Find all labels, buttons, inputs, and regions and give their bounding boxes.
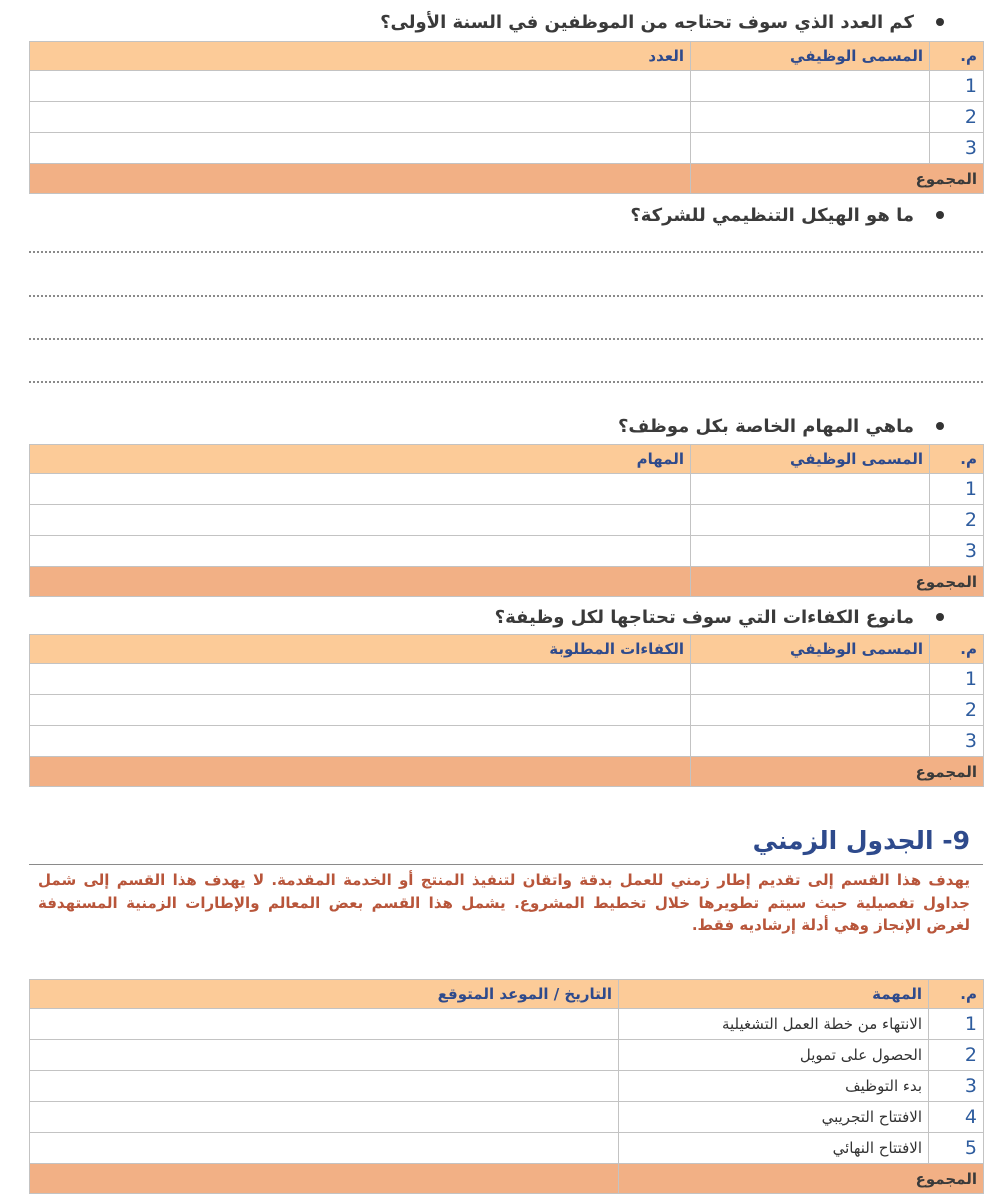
- job-title-cell[interactable]: [691, 474, 930, 505]
- row-number: 1: [930, 71, 984, 102]
- table-header-row: [30, 42, 984, 71]
- tasks-cell[interactable]: [30, 505, 691, 536]
- question-text: ماهي المهام الخاصة بكل موظف؟: [617, 415, 914, 437]
- question-text: ما هو الهيكل التنظيمي للشركة؟: [630, 204, 914, 226]
- total-value-cell[interactable]: [30, 1164, 619, 1194]
- job-title-cell[interactable]: [691, 102, 930, 133]
- table-row: [30, 505, 984, 536]
- date-cell[interactable]: [30, 1133, 619, 1164]
- question-staff-count: [380, 8, 968, 36]
- table-row: [30, 1071, 984, 1102]
- date-cell[interactable]: [30, 1040, 619, 1071]
- row-number: 3: [930, 726, 984, 757]
- table-row: [30, 1009, 984, 1040]
- row-number: 3: [929, 1071, 984, 1102]
- count-cell[interactable]: [30, 133, 691, 164]
- tasks-table: [29, 444, 984, 597]
- header-number: م.: [929, 980, 984, 1009]
- section-divider: [29, 864, 983, 865]
- row-number: 1: [930, 474, 984, 505]
- header-job-title: المسمى الوظيفي: [691, 635, 930, 664]
- staff-count-table: [29, 41, 984, 194]
- header-count: العدد: [30, 42, 691, 71]
- total-value-cell[interactable]: [30, 567, 691, 597]
- tasks-cell[interactable]: [30, 474, 691, 505]
- count-cell[interactable]: [30, 71, 691, 102]
- bullet-icon: [936, 613, 944, 621]
- row-number: 4: [929, 1102, 984, 1133]
- table-header-row: [30, 635, 984, 664]
- table-total-row: [30, 757, 984, 787]
- table-total-row: [30, 1164, 984, 1194]
- date-cell[interactable]: [30, 1009, 619, 1040]
- header-job-title: المسمى الوظيفي: [691, 445, 930, 474]
- header-tasks: المهام: [30, 445, 691, 474]
- table-row: [30, 133, 984, 164]
- row-number: 2: [929, 1040, 984, 1071]
- question-employee-tasks: [618, 412, 968, 440]
- task-cell: الافتتاح النهائي: [619, 1133, 929, 1164]
- table-row: [30, 474, 984, 505]
- header-number: م.: [930, 42, 984, 71]
- row-number: 2: [930, 695, 984, 726]
- table-row: [30, 664, 984, 695]
- table-total-row: [30, 164, 984, 194]
- row-number: 5: [929, 1133, 984, 1164]
- competencies-table: [29, 634, 984, 787]
- row-number: 2: [930, 102, 984, 133]
- total-value-cell[interactable]: [30, 757, 691, 787]
- job-title-cell[interactable]: [691, 695, 930, 726]
- competencies-cell[interactable]: [30, 695, 691, 726]
- timeline-table: [29, 979, 984, 1194]
- total-label: المجموع: [691, 164, 984, 194]
- row-number: 1: [929, 1009, 984, 1040]
- question-org-structure: [630, 201, 968, 229]
- row-number: 2: [930, 505, 984, 536]
- table-row: [30, 1040, 984, 1071]
- answer-dotted-line[interactable]: [29, 338, 983, 340]
- row-number: 3: [930, 536, 984, 567]
- job-title-cell[interactable]: [691, 133, 930, 164]
- total-label: المجموع: [619, 1164, 984, 1194]
- task-cell: بدء التوظيف: [619, 1071, 929, 1102]
- table-header-row: [30, 980, 984, 1009]
- job-title-cell[interactable]: [691, 536, 930, 567]
- job-title-cell[interactable]: [691, 726, 930, 757]
- answer-dotted-line[interactable]: [29, 381, 983, 383]
- table-row: [30, 536, 984, 567]
- header-job-title: المسمى الوظيفي: [691, 42, 930, 71]
- table-row: [30, 102, 984, 133]
- bullet-icon: [936, 211, 944, 219]
- section-heading: 9- الجدول الزمني: [752, 826, 970, 855]
- question-competencies: [495, 603, 968, 631]
- competencies-cell[interactable]: [30, 664, 691, 695]
- task-cell: الحصول على تمويل: [619, 1040, 929, 1071]
- job-title-cell[interactable]: [691, 505, 930, 536]
- section-description: يهدف هذا القسم إلى تقديم إطار زمني للعمل بدقة واتقان لتنفيذ المنتج أو الخدمة المقدمة. لا يهدف هذا القسم إلى شمل جداول تفصيلية حيث سيتم تطويرها خلال تخطيط المشروع. يشمل هذا القسم بعض المعالم والإطارات الزمنية المستهدفة لغرض الإنجاز وهي أدلة إرشاديه فقط.: [38, 871, 970, 934]
- table-total-row: [30, 567, 984, 597]
- header-expected-date: التاريخ / الموعد المتوقع: [30, 980, 619, 1009]
- date-cell[interactable]: [30, 1071, 619, 1102]
- table-row: [30, 1133, 984, 1164]
- bullet-icon: [936, 18, 944, 26]
- date-cell[interactable]: [30, 1102, 619, 1133]
- header-task: المهمة: [619, 980, 929, 1009]
- question-text: كم العدد الذي سوف تحتاجه من الموظفين في السنة الأولى؟: [380, 11, 914, 33]
- task-cell: الافتتاح التجريبي: [619, 1102, 929, 1133]
- competencies-cell[interactable]: [30, 726, 691, 757]
- job-title-cell[interactable]: [691, 664, 930, 695]
- row-number: 3: [930, 133, 984, 164]
- question-text: مانوع الكفاءات التي سوف تحتاجها لكل وظيفة؟: [494, 606, 914, 628]
- total-label: المجموع: [691, 567, 984, 597]
- bullet-icon: [936, 422, 944, 430]
- job-title-cell[interactable]: [691, 71, 930, 102]
- header-competencies: الكفاءات المطلوبة: [30, 635, 691, 664]
- task-cell: الانتهاء من خطة العمل التشغيلية: [619, 1009, 929, 1040]
- row-number: 1: [930, 664, 984, 695]
- table-row: [30, 726, 984, 757]
- count-cell[interactable]: [30, 102, 691, 133]
- table-row: [30, 71, 984, 102]
- tasks-cell[interactable]: [30, 536, 691, 567]
- total-label: المجموع: [691, 757, 984, 787]
- header-number: م.: [930, 635, 984, 664]
- answer-dotted-line[interactable]: [29, 251, 983, 253]
- table-row: [30, 695, 984, 726]
- header-number: م.: [930, 445, 984, 474]
- answer-dotted-line[interactable]: [29, 295, 983, 297]
- total-value-cell[interactable]: [30, 164, 691, 194]
- table-row: [30, 1102, 984, 1133]
- table-header-row: [30, 445, 984, 474]
